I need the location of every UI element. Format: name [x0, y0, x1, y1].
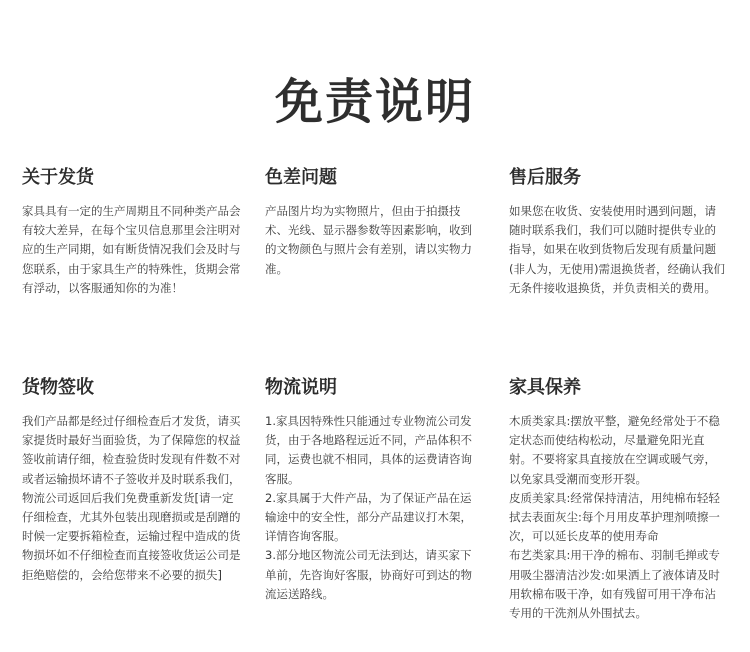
section-title-color-difference: 色差问题	[265, 167, 337, 188]
care-item-leather: 皮质美家具:经常保持清洁，用纯棉布轻轻拭去表面灰尘:每个月用皮革护理剂喷擦一次，可以延长皮革的使用寿命	[509, 490, 720, 544]
care-item-wood: 木质类家具:摆放平整，避免经常处于不稳定状态而使结构松动，尽量避免阳光直射。不要将家具直接放在空调或暖气旁，以免家具受潮而变形开裂。	[509, 414, 720, 486]
section-title-logistics: 物流说明	[265, 377, 337, 398]
logistics-item: 2.家具属于大件产品，为了保证产品在运输途中的安全性，部分产品建议打木架，详情咨询客服。	[265, 490, 472, 544]
section-after-sales	[509, 166, 727, 298]
section-furniture-care	[509, 376, 727, 623]
section-title-goods-receipt: 货物签收	[22, 377, 94, 398]
section-goods-receipt	[22, 376, 244, 585]
logistics-item: 1.家具因特殊性只能通过专业物流公司发货，由于各地路程远近不同，产品体积不同，运费也就不相同，具体的运费请咨询客服。	[265, 414, 472, 486]
logistics-item: 3.部分地区物流公司无法到达，请买家下单前，先咨询好客服，协商好可到达的物流运送路线。	[265, 548, 472, 601]
section-shipping	[22, 166, 244, 298]
section-logistics	[265, 376, 481, 604]
section-body-goods-receipt: 我们产品都是经过仔细检查后才发货，请买家提货时最好当面验货，为了保障您的权益签收前请仔细，检查验货时发现有件数不对或者运输损坏请不子签收并及时联系我们，物流公司返回后我们免费重新发货[请一定仔细检查，尤其外包装出现磨损或是刮蹭的时候一定要拆箱检查，运输过程中造成的货物损坏如不仔细检查而直接签收货运公司是拒绝赔偿的，会给您带来不必要的损失]	[22, 414, 241, 582]
care-item-fabric: 布艺类家具:用干净的棉布、羽制毛掸或专用吸尘器清洁沙发:如果洒上了液体请及时用软棉布吸干净，如有残留可用干净布沾专用的干洗剂从外围拭去。	[509, 548, 720, 621]
page-title: 免责说明	[274, 74, 475, 130]
section-title-furniture-care: 家具保养	[509, 377, 581, 398]
section-title-after-sales: 售后服务	[509, 167, 581, 188]
section-body-furniture-care	[509, 412, 727, 623]
section-body-shipping: 家具具有一定的生产周期且不同种类产品会有较大差异，在每个宝贝信息那里会注明对应的生产同期，如有断货情况我们会及时与您联系，由于家具生产的特殊性，货期会常有浮动，以客服通知你的为准！	[22, 204, 241, 295]
section-title-shipping: 关于发货	[22, 167, 94, 188]
section-color-difference	[265, 166, 481, 279]
section-body-color-difference: 产品图片均为实物照片，但由于拍摄技术、光线、显示器参数等因素影响，收到的文物颜色与照片会有差别，请以实物力准。	[265, 204, 472, 276]
section-body-logistics	[265, 412, 481, 604]
section-body-after-sales: 如果您在收货、安装使用时遇到问题，请随时联系我们，我们可以随时提供专业的指导，如果在收到货物后发现有质量问题(非人为，无使用)需退换货者，经确认我们无条件接收退换货，并负责相关的费用。	[509, 204, 725, 295]
